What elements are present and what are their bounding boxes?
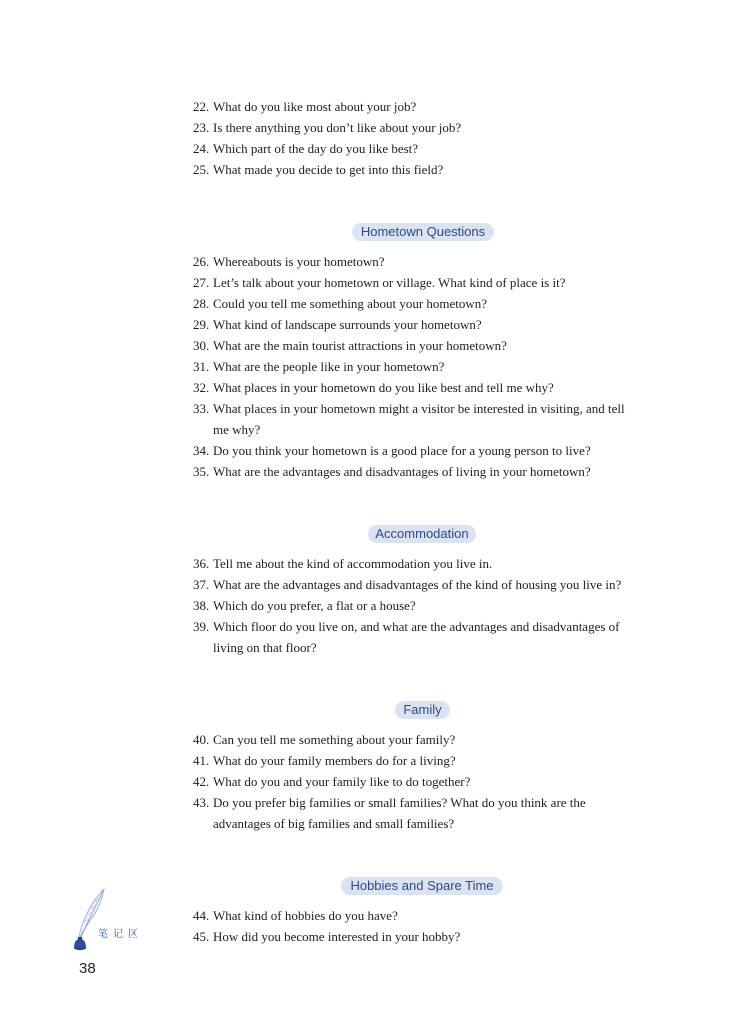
question-27: 27. Let’s talk about your hometown or village. What kind of place is it?	[193, 275, 566, 290]
question-30: 30. What are the main tourist attractions in your hometown?	[193, 338, 507, 353]
section-heading-hobbies: Hobbies and Spare Time	[341, 877, 503, 895]
question-40: 40. Can you tell me something about your family?	[193, 732, 456, 747]
question-22: 22. What do you like most about your job?	[193, 99, 417, 114]
question-45: 45. How did you become interested in your hobby?	[193, 929, 461, 944]
question-31: 31. What are the people like in your hometown?	[193, 359, 445, 374]
question-28: 28. Could you tell me something about your hometown?	[193, 296, 488, 311]
question-34: 34. Do you think your hometown is a good place for a young person to live?	[193, 443, 591, 458]
section-heading-hometown: Hometown Questions	[352, 223, 494, 241]
page-number: 38	[79, 960, 96, 977]
question-44: 44. What kind of hobbies do you have?	[193, 908, 398, 923]
section-heading-accommodation: Accommodation	[368, 525, 476, 543]
notes-label: 笔记区	[98, 929, 143, 940]
question-36: 36. Tell me about the kind of accommodation you live in.	[193, 556, 493, 571]
question-23: 23. Is there anything you don’t like about your job?	[193, 120, 462, 135]
question-38: 38. Which do you prefer, a flat or a house?	[193, 598, 416, 613]
question-37: 37. What are the advantages and disadvantages of the kind of housing you live in?	[193, 577, 622, 592]
section-heading-family: Family	[395, 701, 450, 719]
question-41: 41. What do your family members do for a living?	[193, 753, 456, 768]
question-42: 42. What do you and your family like to do together?	[193, 774, 471, 789]
question-24: 24. Which part of the day do you like best?	[193, 141, 419, 156]
quill-ink-icon	[70, 885, 150, 955]
notes-area	[70, 885, 150, 955]
question-26: 26. Whereabouts is your hometown?	[193, 254, 385, 269]
question-33: 33. What places in your hometown might a visitor be interested in visiting, and tell me why?	[193, 401, 625, 437]
question-35: 35. What are the advantages and disadvantages of living in your hometown?	[193, 464, 591, 479]
question-39: 39. Which floor do you live on, and what are the advantages and disadvantages of living on that floor?	[193, 619, 620, 655]
question-43: 43. Do you prefer big families or small families? What do you think are the advantages of big families and small families?	[193, 795, 586, 831]
question-32: 32. What places in your hometown do you like best and tell me why?	[193, 380, 554, 395]
question-29: 29. What kind of landscape surrounds your hometown?	[193, 317, 482, 332]
question-25: 25. What made you decide to get into this field?	[193, 162, 444, 177]
